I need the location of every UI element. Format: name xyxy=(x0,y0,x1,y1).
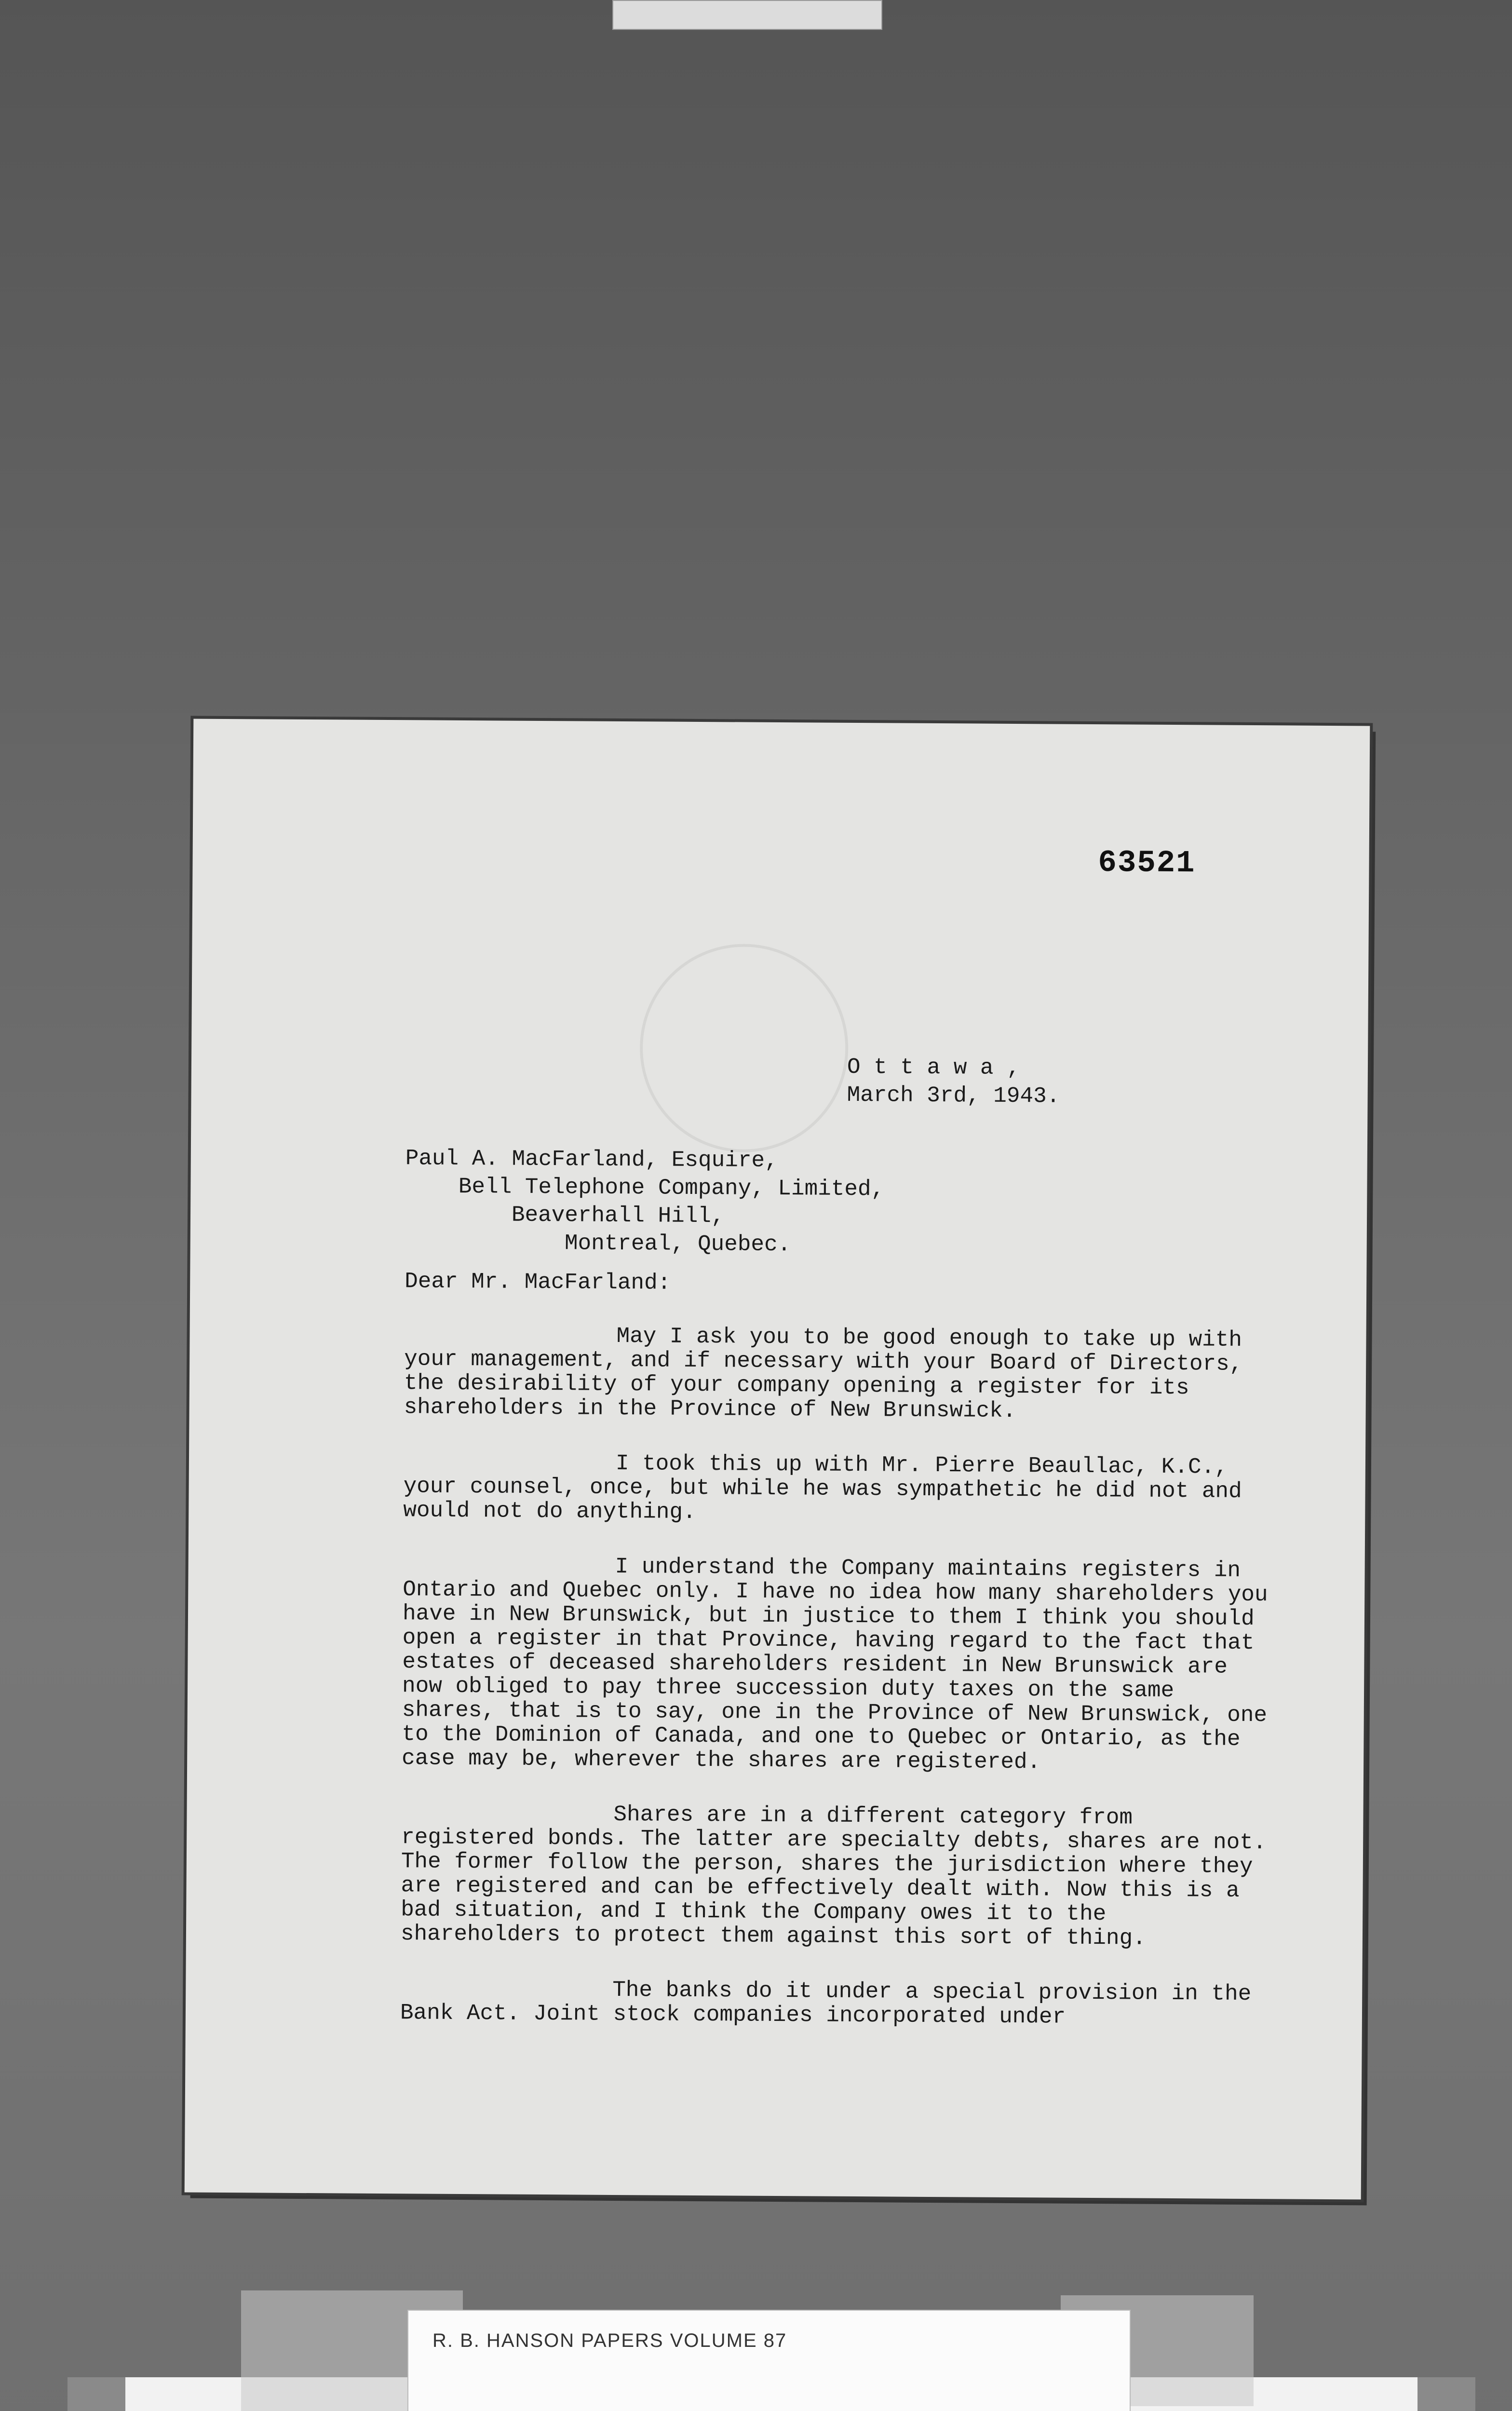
body-paragraph: I understand the Company maintains registers in Ontario and Quebec only. I have no idea how many shareholders you have in New Brunswick, but in justice to them I think you should open a register in that Province, having regard to the fact that estates of deceased shareholders resident in New Brunswick are now obliged to pay three succession duty taxes on the same shares, that is to say, one in the Province of New Brunswick, one to the Dominion of Canada, and one to Quebec or Ontario, as the case may be, wherever the shares are registered. xyxy=(402,1554,1268,1775)
letter-date: March 3rd, 1943. xyxy=(847,1082,1060,1109)
top-tab xyxy=(612,0,882,30)
address-line: Paul A. MacFarland, Esquire, xyxy=(405,1146,778,1173)
address-line: Montreal, Quebec. xyxy=(405,1230,791,1258)
place-date xyxy=(847,1053,1060,1111)
letter-place: O t t a w a , xyxy=(847,1054,1020,1081)
address-line: Bell Telephone Company, Limited, xyxy=(405,1174,885,1202)
body-paragraph: The banks do it under a special provision in the Bank Act. Joint stock companies incorporated under xyxy=(400,1977,1252,2030)
salutation: Dear Mr. MacFarland: xyxy=(405,1269,671,1296)
watermark-seal xyxy=(639,943,849,1153)
body-paragraph: Shares are in a different category from registered bonds. The latter are specialty debts, shares are not. The former follow the person, shares the jurisdiction where they are registered and can be effectively dealt with. Now this is a bad situation, and I think the Company owes it to the shareholders to protect them against this sort of thing. xyxy=(400,1801,1267,1951)
volume-text: R. B. HANSON PAPERS VOLUME 87 xyxy=(432,2330,787,2351)
body-paragraph: I took this up with Mr. Pierre Beaullac, K.C., your counsel, once, but while he was sympathetic he did not and would not do anything. xyxy=(403,1450,1242,1525)
letter-page xyxy=(185,719,1370,2200)
address-line: Beaverhall Hill, xyxy=(405,1202,725,1229)
reference-number: 63521 xyxy=(1098,846,1196,881)
body-paragraph: May I ask you to be good enough to take up with your management, and if necessary with your Board of Directors, the desirability of your company opening a register for its shareholders in the Province of New Brunswick. xyxy=(404,1323,1243,1424)
recipient-address xyxy=(405,1144,885,1259)
volume-label xyxy=(407,2310,1131,2411)
letter-body xyxy=(400,1323,1272,2061)
